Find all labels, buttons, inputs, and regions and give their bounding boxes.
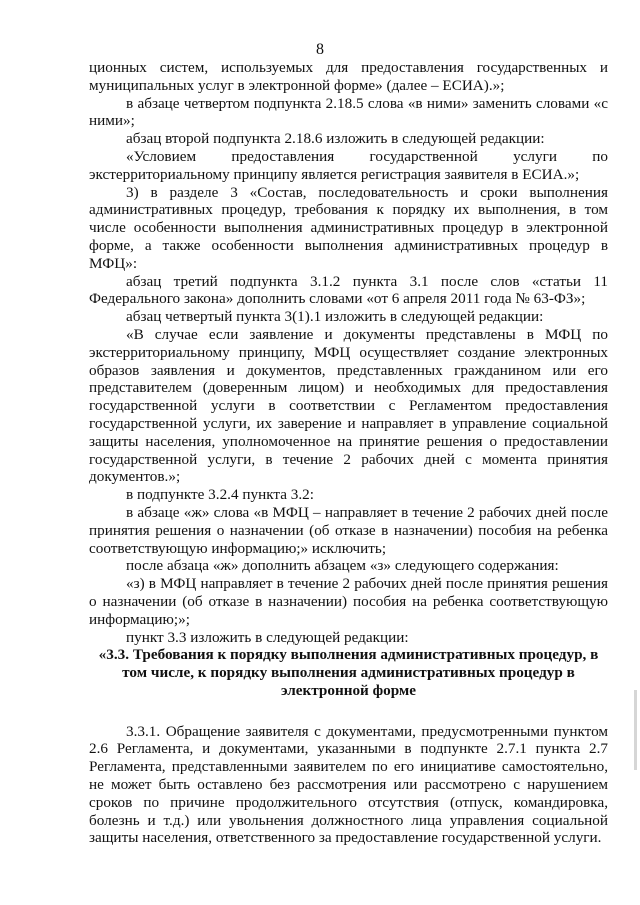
paragraph: пункт 3.3 изложить в следующей редакции: <box>126 628 409 646</box>
paragraph: в подпункте 3.2.4 пункта 3.2: <box>126 486 314 504</box>
document-body <box>89 59 608 847</box>
paragraph: абзац третий подпункта 3.1.2 пункта 3.1 после слов «статьи 11 Федерального закона» дополнить словами «от 6 апреля 2011 года № 63-ФЗ»; <box>89 272 608 308</box>
paragraph: «з) в МФЦ направляет в течение 2 рабочих дней после принятия решения о назначении (об отказе в назначении) пособия на ребенка соответствующую информацию;»; <box>89 575 608 628</box>
paragraph: 3) в разделе 3 «Состав, последовательность и сроки выполнения административных процедур, требования к порядку их выполнения, в том числе особенности выполнения административных процедур в электронной форме, а также особенности выполнения административных процедур в МФЦ»: <box>89 183 608 272</box>
paragraph: ционных систем, используемых для предоставления государственных и муниципальных услуг в электронной форме» (далее – ЕСИА).»; <box>89 59 608 94</box>
paragraph: в абзаце четвертом подпункта 2.18.5 слова «в ними» заменить словами «с ними»; <box>89 94 608 130</box>
paragraph: после абзаца «ж» дополнить абзацем «з» следующего содержания: <box>126 557 559 575</box>
paragraph: «В случае если заявление и документы представлены в МФЦ по экстерриториальному принципу, МФЦ осуществляет создание электронных образов заявления и документов, представленных гражданином или его представителем (доверенным лицом) и необходимых для предоставления государственной услуги в соответствии с Регламентом предоставления государственной услуги, их заверение и направляет в управление социальной защиты населения, уполномоченное на принятие решения о предоставлении государственной услуги, в течение 2 рабочих дней с момента принятия документов.»; <box>89 325 608 486</box>
page-number: 8 <box>316 41 324 58</box>
paragraph: абзац второй подпункта 2.18.6 изложить в следующей редакции: <box>126 130 545 148</box>
paragraph: в абзаце «ж» слова «в МФЦ – направляет в течение 2 рабочих дней после принятия решения о назначении (об отказе в назначении) пособия на ребенка соответствующую информацию;» исключить; <box>89 503 608 557</box>
paragraph: абзац четвертый пункта 3(1).1 изложить в следующей редакции: <box>126 308 544 326</box>
paragraph: «Условием предоставления государственной услуги по экстерриториальному принципу является регистрация заявителя в ЕСИА.»; <box>89 147 608 183</box>
section-heading: «3.3. Требования к порядку выполнения административных процедур, в том числе, к порядку выполнения административных процедур в электронной форме <box>98 646 599 699</box>
paragraph: 3.3.1. Обращение заявителя с документами, предусмотренными пунктом 2.6 Регламента, и документами, указанными в подпункте 2.7.1 пункта 2.7 Регламента, представленными заявителем по его инициативе самостоятельно, не может быть оставлено без рассмотрения или рассмотрено с нарушением сроков по причине продолжительного отсутствия (отпуск, командировка, болезнь и т.д.) или увольнения должностного лица управления социальной защиты населения, ответственного за предоставление государственной услуги. <box>89 722 608 847</box>
scan-edge-mark <box>634 690 637 770</box>
